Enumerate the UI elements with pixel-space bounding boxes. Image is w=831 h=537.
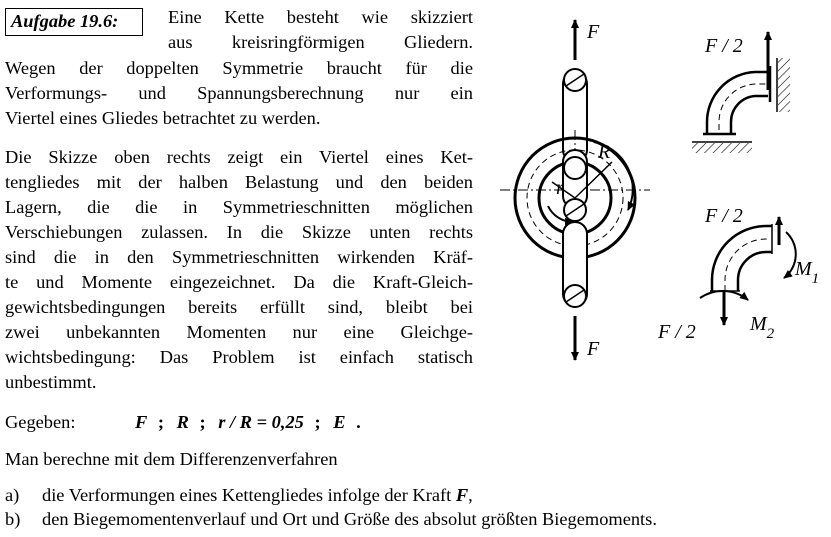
para2-line: sind die in den Symmetrieschnitten wirkenden Kräf- [5,247,473,267]
item-a-marker: a) [5,485,20,505]
given-separator: ; [199,412,206,432]
label-radius-inner: r [556,177,564,199]
intro-line-2: aus kreisringförmigen Gliedern. [168,32,473,52]
label-half-force-mid: F / 2 [705,205,743,227]
item-b-text: den Biegemomentenverlauf und Ort und Größe des absolut größten Biegemoments. [42,509,657,529]
given-radius: R [176,412,189,432]
para2-line: Die Skizze oben rechts zeigt ein Viertel eines Ket- [5,147,473,167]
intro-line-1: Eine Kette besteht wie skizziert [168,7,473,27]
given-force: F [135,412,148,432]
label-radius-outer: R [598,141,611,163]
label-force-bottom: F [587,338,600,360]
chain-link-drawing [500,20,650,360]
para2-line: Verschiebungen zulassen. In die Skizze unten rechts [5,222,473,242]
item-b-marker: b) [5,509,21,529]
para2-line: tengliedes mit der halben Belastung und den beiden [5,172,473,192]
para1-line: Wegen der doppelten Symmetrie braucht für die [5,58,473,78]
label-force-top: F [587,21,600,43]
quarter-link-free-body [700,217,796,325]
given-label: Gegeben: [5,412,76,432]
given-modulus: E [333,412,346,432]
para2-line: te und Momente eingezeichnet. Da die Kraft-Gleich- [5,272,473,292]
para1-line: Viertel eines Gliedes betrachtet zu werden. [5,108,321,128]
given-period: . [356,412,361,432]
given-ratio: r / R = 0,25 [218,412,304,432]
exercise-number: Aufgabe 19.6: [5,8,143,36]
task-statement: Man berechne mit dem Differenzenverfahren [5,449,338,469]
para2-line: wichtsbedingung: Das Problem ist einfach statisch [5,347,473,367]
para2-line: Lagern, die die in Symmetrieschnitten möglichen [5,197,473,217]
para2-line: gewichtsbedingungen bereits erfüllt sind, bleibt bei [5,297,473,317]
para2-line: zwei unbekannten Momenten nur eine Gleichge- [5,322,473,342]
given-separator: ; [314,412,321,432]
given-separator: ; [157,412,165,432]
label-moment-2: $M_2$ [750,313,775,342]
para2-line: unbestimmt. [5,372,97,392]
label-half-force-low: F / 2 [658,321,696,343]
item-a-force: F [455,485,469,505]
para1-line: Verformungs- und Spannungsberechnung nur ein [5,83,473,103]
label-moment-1: $M_1$ [795,258,820,287]
item-a-text: die Verformungen eines Kettengliedes infolge der Kraft F, [42,485,473,505]
label-half-force-top: F / 2 [705,35,743,57]
